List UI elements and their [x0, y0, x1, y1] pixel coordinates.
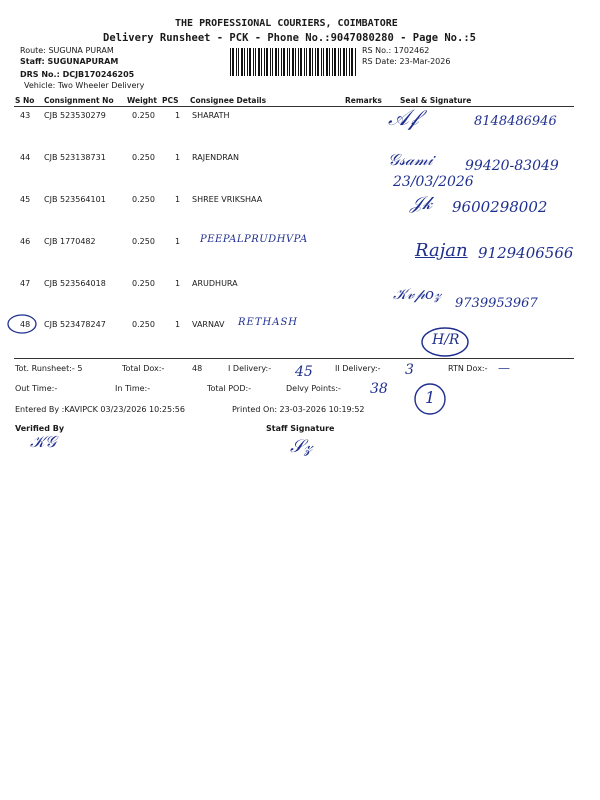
delvy-points-hand: 38	[370, 381, 388, 397]
row-pcs: 1	[175, 320, 181, 329]
staff-signature-label: Staff Signature	[266, 424, 335, 433]
row-consignment: CJB 523530279	[44, 111, 106, 120]
handwritten-date: 23/03/2026	[393, 174, 474, 190]
col-seal-signature: Seal & Signature	[400, 96, 472, 105]
row-consignee: ARUDHURA	[192, 279, 238, 288]
table-bottom-rule	[14, 358, 574, 359]
vehicle-label: Vehicle: Two Wheeler Delivery	[24, 81, 145, 90]
handwritten-signature: Rajan	[415, 240, 468, 261]
handwritten-phone: 8148486946	[474, 114, 557, 129]
out-time-label: Out Time:-	[15, 384, 58, 393]
delvy-points-label: Delvy Points:-	[286, 384, 341, 393]
rs-date: RS Date: 23-Mar-2026	[362, 57, 451, 66]
row-weight: 0.250	[132, 320, 155, 329]
total-dox-label: Total Dox:-	[122, 364, 165, 373]
company-title: THE PROFESSIONAL COURIERS, COIMBATORE	[175, 18, 398, 29]
total-pod-label: Total POD:-	[207, 384, 252, 393]
circled-row-mark	[6, 313, 38, 335]
verified-by-label: Verified By	[15, 424, 65, 433]
col-weight: Weight	[127, 96, 157, 105]
row-pcs: 1	[175, 279, 181, 288]
handwritten-signature: 𝒥𝓀	[410, 193, 433, 214]
ii-delivery-label: II Delivery:-	[335, 364, 381, 373]
row-sno: 43	[20, 111, 31, 120]
col-remarks: Remarks	[345, 96, 382, 105]
row-consignment: CJB 523564018	[44, 279, 106, 288]
row-consignment: CJB 523478247	[44, 320, 106, 329]
row-weight: 0.250	[132, 279, 155, 288]
runsheet-subtitle: Delivery Runsheet - PCK - Phone No.:9047080280 - Page No.:5	[103, 32, 476, 44]
circled-one-hand: 1	[425, 388, 436, 407]
row-consignee: RAJENDRAN	[192, 153, 239, 162]
col-sno: S No	[15, 96, 35, 105]
row-pcs: 1	[175, 153, 181, 162]
i-delivery-hand: 45	[295, 364, 313, 380]
i-delivery-label: I Delivery:-	[228, 364, 272, 373]
row-weight: 0.250	[132, 195, 155, 204]
handwritten-signature: 𝒢𝓈𝒶𝓂𝒾	[388, 150, 433, 169]
row-sno: 44	[20, 153, 31, 162]
staff-signature-hand: 𝒮𝓏	[290, 436, 313, 457]
row-pcs: 1	[175, 111, 181, 120]
row-consignee: VARNAV	[192, 320, 225, 329]
row-sno: 47	[20, 279, 31, 288]
handwritten-phone: 99420-83049	[465, 158, 559, 174]
barcode-image	[230, 48, 358, 76]
row-consignee: SHREE VRIKSHAA	[192, 195, 263, 204]
row-sno: 48	[20, 320, 31, 329]
col-pcs: PCS	[162, 96, 179, 105]
col-consignee: Consignee Details	[190, 96, 267, 105]
header-rule	[14, 106, 574, 107]
rs-number: RS No.: 1702462	[362, 46, 430, 55]
handwritten-consignee: RETHASH	[238, 317, 299, 328]
verified-by-signature: 𝒦𝒢	[30, 432, 57, 451]
row-weight: 0.250	[132, 111, 155, 120]
tot-runsheet: Tot. Runsheet:- 5	[15, 364, 83, 373]
row-consignment: CJB 523138731	[44, 153, 106, 162]
rtn-dox-label: RTN Dox:-	[448, 364, 488, 373]
in-time-label: In Time:-	[115, 384, 151, 393]
handwritten-phone: 9129406566	[478, 244, 574, 262]
handwritten-phone: 9739953967	[455, 296, 538, 311]
row-sno: 45	[20, 195, 31, 204]
row-pcs: 1	[175, 237, 181, 246]
row-weight: 0.250	[132, 153, 155, 162]
handwritten-signature: 𝒦𝓋𝓅𝑜𝓏	[393, 285, 442, 303]
route-label: Route: SUGUNA PURAM	[20, 46, 114, 55]
printed-on: Printed On: 23-03-2026 10:19:52	[232, 405, 365, 414]
handwritten-signature: 𝒜𝒻	[388, 106, 419, 131]
entered-by: Entered By :KAVIPCK 03/23/2026 10:25:56	[15, 405, 185, 414]
handwritten-consignee: PEEPALPRUDHVPA	[200, 234, 308, 245]
rtn-dox-hand: —	[498, 361, 510, 375]
row-sno: 46	[20, 237, 31, 246]
row-consignment: CJB 1770482	[44, 237, 96, 246]
row-consignee: SHARATH	[192, 111, 230, 120]
col-consignment: Consignment No	[44, 96, 114, 105]
row-pcs: 1	[175, 195, 181, 204]
total-dox-value: 48	[192, 364, 203, 373]
handwritten-hr: H/R	[432, 332, 460, 348]
staff-label: Staff: SUGUNAPURAM	[20, 57, 119, 66]
row-consignment: CJB 523564101	[44, 195, 106, 204]
handwritten-phone: 9600298002	[452, 198, 548, 216]
ii-delivery-hand: 3	[405, 362, 414, 378]
drs-label: DRS No.: DCJB170246205	[20, 70, 135, 79]
row-weight: 0.250	[132, 237, 155, 246]
